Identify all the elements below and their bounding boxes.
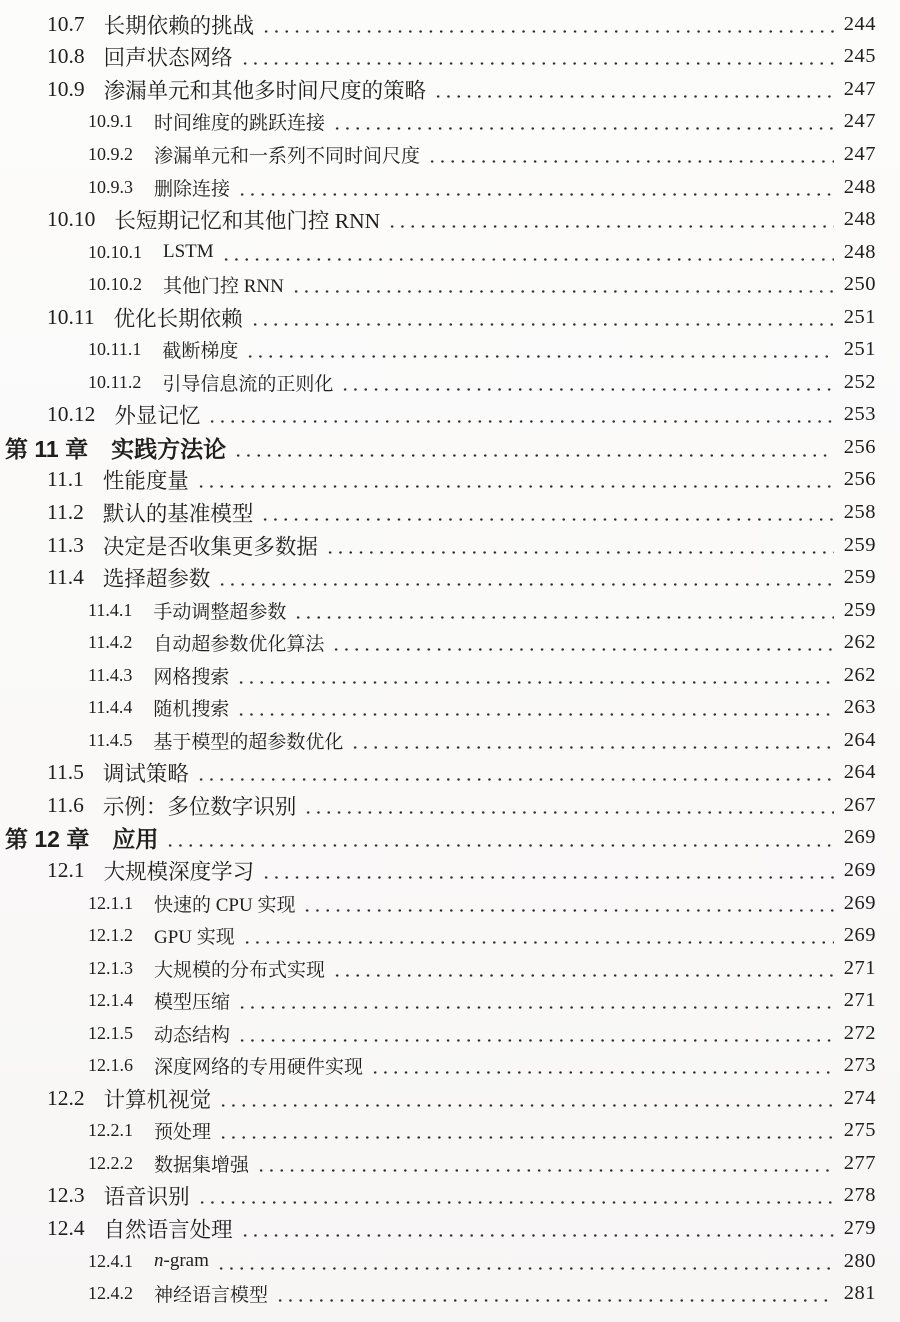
dot-leader — [291, 268, 834, 301]
toc-entry-page: 274 — [843, 1086, 876, 1109]
toc-entry-number: 12.2.2 — [88, 1152, 133, 1173]
dot-leader — [293, 594, 834, 627]
dot-leader — [218, 1115, 834, 1148]
toc-entry-page: 256 — [843, 435, 876, 458]
toc-entry-number: 12.1.5 — [88, 1022, 133, 1043]
toc-entry[interactable] — [5, 691, 876, 724]
toc-entry[interactable] — [5, 73, 876, 106]
toc-entry-title: 截断梯度 — [162, 341, 239, 363]
toc-entry[interactable] — [5, 887, 876, 920]
toc-entry-title: 深度网络的专用硬件实现 — [154, 1057, 364, 1079]
toc-entry-number: 11.3 — [47, 532, 84, 557]
toc-entry[interactable] — [5, 464, 876, 497]
dot-leader — [275, 1277, 834, 1310]
toc-entry-page: 275 — [843, 1119, 876, 1142]
toc-entry-number: 11.5 — [47, 760, 84, 785]
dot-leader — [242, 919, 834, 952]
toc-entry-title: 选择超参数 — [102, 567, 211, 592]
toc-entry-title: 调试策略 — [102, 762, 189, 787]
toc-entry-title: 渗漏单元和其他多时间尺度的策略 — [103, 78, 427, 103]
toc-entry-page: 248 — [843, 175, 876, 198]
toc-entry[interactable] — [5, 1050, 876, 1083]
dot-leader — [256, 1147, 834, 1180]
toc-entry-title: 删除连接 — [154, 178, 231, 200]
toc-entry[interactable] — [5, 919, 876, 952]
toc-entry[interactable] — [5, 1082, 876, 1115]
toc-entry-title: 外显记忆 — [114, 404, 201, 429]
toc-entry-page: 269 — [843, 858, 876, 881]
dot-leader — [427, 138, 834, 171]
toc-entry-number: 11.2 — [47, 499, 84, 524]
toc-entry-page: 256 — [843, 468, 876, 491]
toc-entry-title: 实践方法论 — [111, 435, 227, 462]
toc-entry[interactable] — [5, 822, 876, 855]
toc-entry-page: 251 — [843, 305, 876, 328]
dot-leader — [350, 724, 834, 757]
toc-entry[interactable] — [5, 1180, 876, 1213]
toc-entry-page: 263 — [843, 696, 876, 719]
dot-leader — [236, 691, 834, 724]
dot-leader — [331, 626, 834, 659]
dot-leader — [340, 366, 834, 399]
toc-entry-number: 10.7 — [47, 11, 85, 36]
toc-entry-number: 第 12 章 — [5, 826, 90, 853]
toc-entry-title: 计算机视觉 — [103, 1087, 212, 1112]
dot-leader — [218, 1082, 834, 1115]
dot-leader — [216, 1245, 834, 1278]
toc-entry-title: 示例：多位数字识别 — [102, 794, 297, 819]
dot-leader — [165, 822, 834, 855]
toc-entry-number: 10.10.1 — [88, 241, 142, 262]
toc-entry-title: 随机搜索 — [153, 699, 230, 721]
toc-entry-title: 模型压缩 — [154, 992, 231, 1014]
dot-leader — [370, 1050, 834, 1083]
toc-entry-number: 10.12 — [47, 402, 96, 427]
toc-entry-page: 259 — [843, 533, 876, 556]
dot-leader — [196, 464, 834, 497]
dot-leader — [217, 561, 834, 594]
toc-entry-title: 数据集增强 — [154, 1154, 250, 1176]
toc-entry-page: 271 — [843, 956, 876, 979]
toc-entry-title-math: n — [154, 1250, 164, 1272]
toc-entry-title-rest: -gram — [163, 1250, 209, 1272]
toc-entry-number: 12.2.1 — [88, 1120, 133, 1141]
toc-entry-title: 优化长期依赖 — [113, 306, 243, 331]
toc-entry-title: 默认的基准模型 — [102, 501, 254, 526]
toc-entry-title: 其他门控 RNN — [163, 276, 284, 298]
dot-leader — [250, 301, 834, 334]
dot-leader — [261, 854, 834, 887]
toc-entry-page: 252 — [843, 370, 876, 393]
toc-entry-number: 10.9 — [47, 76, 85, 101]
toc-entry[interactable] — [5, 984, 876, 1017]
toc-entry-title: 决定是否收集更多数据 — [102, 534, 318, 559]
toc-entry-page: 245 — [843, 45, 876, 68]
toc-entry[interactable] — [5, 789, 876, 822]
toc-entry[interactable] — [5, 1147, 876, 1180]
toc-entry-page: 269 — [843, 924, 876, 947]
toc-entry-title: 性能度量 — [102, 469, 189, 494]
toc-entry[interactable] — [5, 1245, 876, 1278]
toc-entry-page: 272 — [843, 1021, 876, 1044]
dot-leader — [233, 431, 834, 464]
toc-entry[interactable] — [5, 529, 876, 562]
dot-leader — [196, 757, 834, 790]
dot-leader — [237, 1017, 834, 1050]
toc-entry-number: 11.6 — [47, 792, 84, 817]
toc-entry-page: 262 — [843, 631, 876, 654]
toc-entry-number: 第 11 章 — [5, 435, 89, 462]
toc-entry-number: 12.4 — [47, 1216, 85, 1240]
toc-entry-title: 引导信息流的正则化 — [162, 373, 334, 395]
toc-entry-title: 大规模的分布式实现 — [154, 959, 326, 981]
toc-entry-title: 渗漏单元和一系列不同时间尺度 — [154, 145, 421, 167]
toc-entry-page: 278 — [843, 1184, 876, 1207]
toc-entry-title: 时间维度的跳跃连接 — [154, 113, 326, 135]
toc-entry[interactable] — [5, 366, 876, 399]
toc-entry-number: 12.1.1 — [88, 892, 133, 913]
toc-entry-title: 大规模深度学习 — [103, 859, 255, 884]
toc-entry[interactable] — [5, 1115, 876, 1148]
toc-entry[interactable] — [5, 594, 876, 627]
toc-entry-number: 11.4.4 — [88, 697, 133, 718]
toc-entry-number: 10.8 — [47, 44, 85, 69]
toc-entry-page: 277 — [843, 1151, 876, 1174]
toc-entry-number: 12.4.2 — [88, 1283, 133, 1304]
toc-entry-page: 269 — [843, 891, 876, 914]
dot-leader — [240, 1212, 834, 1245]
toc-entry-number: 12.1.6 — [88, 1055, 133, 1076]
toc-entry-title: 自动超参数优化算法 — [153, 634, 325, 656]
toc-entry-number: 11.4 — [47, 565, 84, 590]
toc-entry-number: 12.3 — [47, 1183, 85, 1208]
toc-entry[interactable] — [5, 399, 876, 432]
toc-entry[interactable] — [5, 1277, 876, 1310]
toc-entry[interactable] — [5, 301, 876, 334]
toc-entry-number: 12.4.1 — [88, 1250, 133, 1271]
toc-entry-number: 10.9.3 — [88, 176, 133, 197]
toc-entry[interactable] — [5, 561, 876, 594]
toc-entry[interactable] — [5, 106, 876, 139]
toc-entry-page: 269 — [843, 826, 876, 849]
toc-entry-page: 280 — [843, 1249, 876, 1272]
dot-leader — [261, 8, 834, 41]
toc-entry-number: 10.10 — [47, 207, 96, 232]
toc-entry-page: 244 — [843, 12, 876, 35]
toc-entry-number: 11.4.1 — [88, 599, 133, 620]
toc-entry-page: 248 — [843, 208, 876, 231]
toc-entry[interactable] — [5, 268, 876, 301]
toc-entry[interactable] — [5, 171, 876, 204]
toc-entry-page: 279 — [843, 1217, 876, 1239]
toc-entry[interactable] — [5, 952, 876, 985]
dot-leader — [245, 333, 834, 366]
toc-entry-page: 247 — [843, 142, 876, 165]
toc-entry[interactable] — [5, 659, 876, 692]
dot-leader — [197, 1180, 834, 1213]
toc-entry[interactable] — [5, 203, 876, 236]
dot-leader — [302, 887, 834, 920]
toc-entry[interactable] — [5, 1212, 876, 1245]
dot-leader — [260, 496, 834, 529]
toc-entry-number: 11.4.5 — [88, 729, 133, 750]
toc-entry-title — [154, 1250, 209, 1272]
toc-entry-number: 11.4.2 — [88, 632, 133, 653]
toc-entry-title: 长短期记忆和其他门控 RNN — [114, 209, 381, 234]
toc-entry[interactable] — [5, 854, 876, 887]
toc-entry-number: 12.1.3 — [88, 957, 133, 978]
toc-entry-page: 281 — [843, 1282, 876, 1305]
toc-entry[interactable] — [5, 138, 876, 171]
toc-entry-number: 10.9.2 — [88, 143, 133, 164]
toc-entry[interactable] — [5, 41, 876, 74]
toc-entry-title: LSTM — [163, 241, 214, 263]
toc-entry[interactable] — [5, 8, 876, 41]
toc-entry-page: 264 — [843, 728, 876, 751]
toc-entry-page: 262 — [843, 663, 876, 686]
toc-entry-title: 基于模型的超参数优化 — [153, 731, 344, 753]
toc-entry-title: 动态结构 — [154, 1024, 231, 1046]
toc-entry[interactable] — [5, 333, 876, 366]
toc-entry-title: 应用 — [112, 826, 159, 853]
toc-entry-page: 264 — [843, 761, 876, 784]
dot-leader — [236, 659, 834, 692]
toc-entry[interactable] — [5, 1017, 876, 1050]
toc-entry-number: 10.10.2 — [88, 274, 142, 295]
toc-entry-page: 247 — [843, 110, 876, 133]
dot-leader — [237, 171, 834, 204]
toc-entry[interactable] — [5, 626, 876, 659]
toc-entry-number: 10.11.1 — [88, 339, 142, 360]
toc-entry-page: 259 — [843, 566, 876, 589]
toc-entry-title: 预处理 — [154, 1122, 212, 1144]
toc-entry-page: 273 — [843, 1054, 876, 1077]
toc-entry-page: 271 — [843, 989, 876, 1012]
toc-entry[interactable] — [5, 236, 876, 269]
toc-entry-page: 253 — [843, 403, 876, 426]
toc-entry-title: 语音识别 — [103, 1185, 190, 1210]
dot-leader — [221, 236, 834, 269]
dot-leader — [332, 106, 834, 139]
dot-leader — [237, 984, 834, 1017]
dot-leader — [303, 789, 834, 822]
toc-entry-number: 10.9.1 — [88, 111, 133, 132]
toc-entry-number: 10.11 — [47, 304, 95, 329]
toc-entry-number: 12.1 — [47, 857, 85, 882]
toc-entry-title: 网格搜索 — [153, 666, 230, 688]
toc-entry-title: GPU 实现 — [154, 927, 235, 949]
toc-entry[interactable] — [5, 724, 876, 757]
toc-entry-page: 250 — [843, 273, 876, 296]
dot-leader — [325, 529, 834, 562]
toc-entry-page: 259 — [843, 598, 876, 621]
toc-entry-title: 快速的 CPU 实现 — [154, 894, 296, 916]
toc-entry-number: 11.4.3 — [88, 664, 133, 685]
toc-entry-title: 神经语言模型 — [154, 1285, 269, 1307]
toc-entry-number: 12.1.2 — [88, 925, 133, 946]
toc-entry-page: 248 — [843, 240, 876, 263]
dot-leader — [207, 399, 834, 432]
toc-entry-page: 258 — [843, 500, 876, 523]
dot-leader — [433, 73, 834, 106]
toc-entry-page: 267 — [843, 793, 876, 816]
dot-leader — [240, 41, 834, 74]
toc-entry[interactable] — [5, 496, 876, 529]
toc-entry-number: 10.11.2 — [88, 371, 142, 392]
dot-leader — [332, 952, 834, 985]
toc-entry[interactable] — [5, 757, 876, 790]
toc-entry-number: 11.1 — [47, 467, 84, 492]
toc-entry-number: 12.1.4 — [88, 990, 133, 1011]
toc-entry[interactable] — [5, 431, 876, 464]
toc-entry-page: 251 — [843, 338, 876, 361]
dot-leader — [387, 203, 834, 236]
toc-entry-title: 自然语言处理 — [103, 1218, 233, 1242]
toc-entry-title: 回声状态网络 — [103, 46, 233, 71]
toc-entry-title: 长期依赖的挑战 — [103, 13, 255, 38]
toc-entry-page: 247 — [843, 77, 876, 100]
toc-entry-number: 12.2 — [47, 1085, 85, 1110]
toc-entry-title: 手动调整超参数 — [153, 601, 287, 623]
